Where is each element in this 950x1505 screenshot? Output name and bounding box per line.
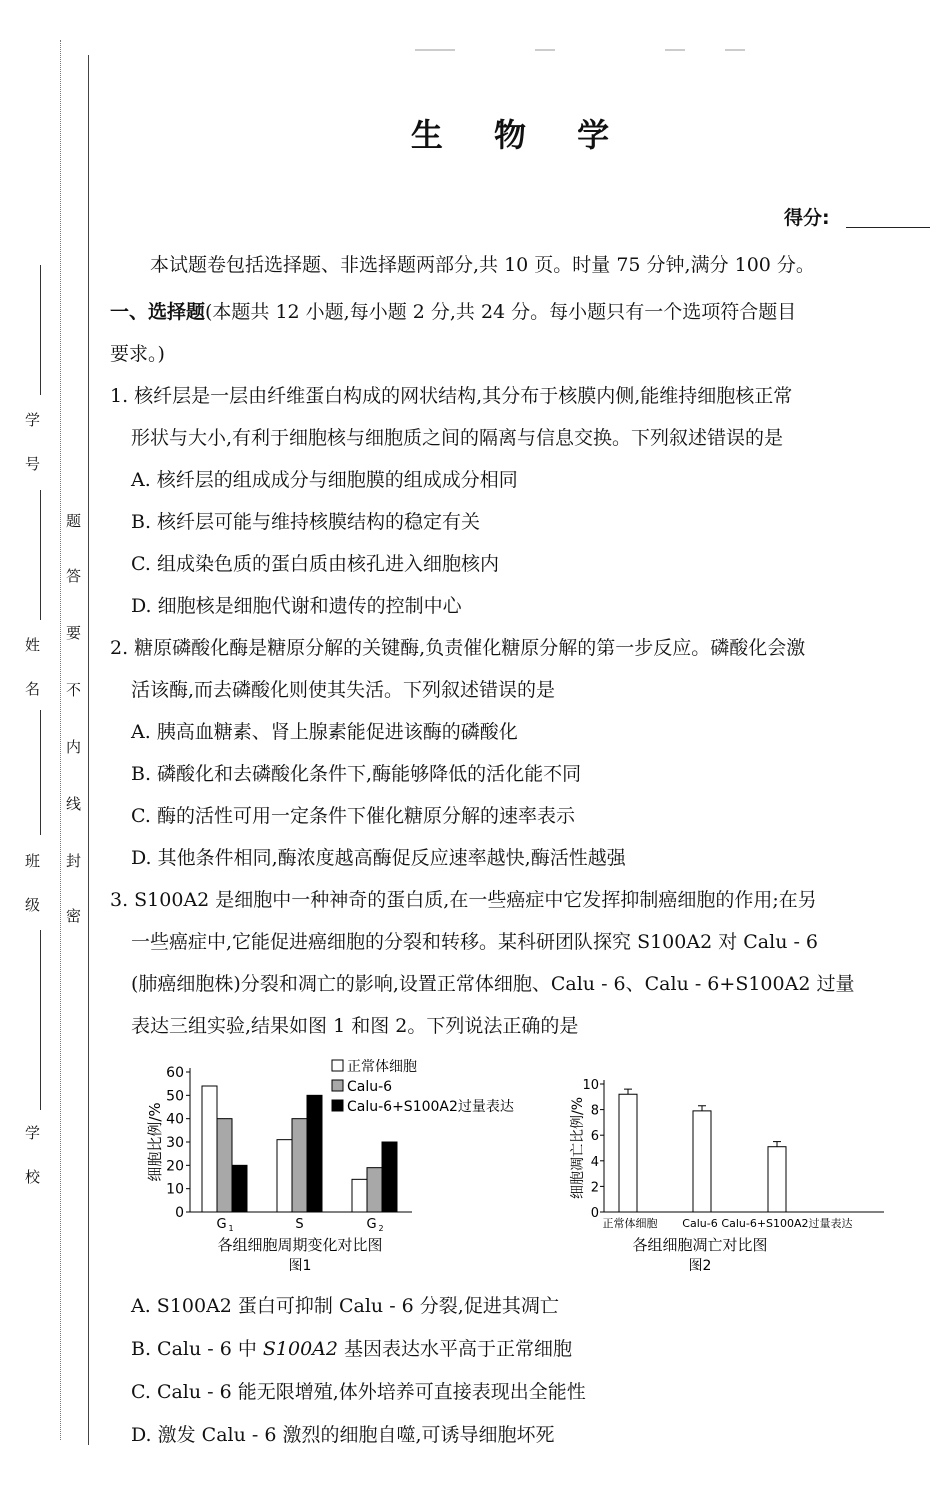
page-title: 生 物 学: [410, 116, 630, 154]
chart-caption: 图1: [288, 1258, 312, 1274]
y-tick-label: 60: [166, 1065, 184, 1081]
y-tick-label: 50: [166, 1088, 184, 1105]
school-rule: [40, 930, 41, 1110]
score-blank: [846, 227, 930, 228]
y-axis-label: 细胞比例/%: [146, 1102, 164, 1182]
seal-char: 密: [66, 907, 82, 925]
legend-swatch: [332, 1060, 343, 1071]
figure-2-apoptosis-chart: [560, 1072, 900, 1282]
bar-apoptosis-2: [693, 1111, 711, 1212]
legend-swatch: [332, 1080, 343, 1091]
y-tick-label: 6: [590, 1129, 599, 1145]
section-desc: (本题共 12 小题,每小题 2 分,共 24 分。每小题只有一个选项符合题目: [205, 301, 797, 323]
legend-label: 正常体细胞: [347, 1059, 417, 1075]
y-tick-label: 0: [590, 1206, 599, 1221]
q3-stem-line: (肺癌细胞株)分裂和凋亡的影响,设置正常体细胞、Calu - 6、Calu - 6+S100A2 过量: [131, 973, 855, 995]
section-heading: 一、选择题: [110, 301, 206, 323]
legend-label: Calu-6: [347, 1079, 393, 1095]
q2-option-c: C. 酶的活性可用一定条件下催化糖原分解的速率表示: [131, 805, 575, 827]
q3-option-c: C. Calu - 6 能无限增殖,体外培养可直接表现出全能性: [131, 1381, 586, 1403]
figure-1-cell-cycle-chart: [140, 1050, 580, 1282]
y-tick-label: 10: [166, 1181, 184, 1198]
y-tick-label: 0: [175, 1205, 184, 1221]
y-tick-label: 10: [582, 1078, 599, 1093]
section-desc-cont: 要求。): [110, 343, 165, 365]
y-axis-label: 细胞凋亡比例/%: [570, 1096, 586, 1200]
y-tick-label: 2: [590, 1180, 599, 1196]
seal-char: 线: [66, 795, 82, 813]
seal-char: 内: [66, 738, 82, 756]
seal-char: 封: [66, 852, 82, 870]
section-heading-line: [110, 298, 796, 326]
x-tick-subscript: 1: [228, 1224, 234, 1233]
q3-stem-line: 表达三组实验,结果如图 1 和图 2。下列说法正确的是: [131, 1015, 579, 1037]
x-tick-label: Calu-6+S100A2过量表达: [721, 1217, 853, 1230]
q2-option-d: D. 其他条件相同,酶浓度越高酶促反应速率越快,酶活性越强: [131, 847, 626, 869]
bar-S-1: [277, 1140, 292, 1212]
q2-option-a: A. 胰高血糖素、肾上腺素能促进该酶的磷酸化: [131, 721, 518, 743]
x-tick-label: S: [295, 1217, 304, 1232]
q1-stem-line: 形状与大小,有利于细胞核与细胞质之间的隔离与信息交换。下列叙述错误的是: [131, 427, 784, 449]
q3-option-a: A. S100A2 蛋白可抑制 Calu - 6 分裂,促进其凋亡: [131, 1295, 559, 1317]
q1-option-a: A. 核纤层的组成成分与细胞膜的组成成分相同: [131, 469, 518, 491]
chart-subtitle: 各组细胞周期变化对比图: [217, 1236, 383, 1254]
y-tick-label: 40: [166, 1111, 184, 1128]
q3-option-d: D. 激发 Calu - 6 激烈的细胞自噬,可诱导细胞坏死: [131, 1424, 555, 1446]
class-rule: [40, 710, 41, 835]
bar-S-2: [292, 1119, 307, 1212]
x-tick-label: G: [216, 1217, 227, 1232]
q1-option-d: D. 细胞核是细胞代谢和遗传的控制中心: [131, 595, 462, 617]
bar-G1-3: [232, 1165, 247, 1212]
x-tick-label: G: [366, 1217, 377, 1232]
y-tick-label: 20: [166, 1158, 184, 1175]
bar-G2-2: [367, 1168, 382, 1212]
q1-stem-line: 1. 核纤层是一层由纤维蛋白构成的网状结构,其分布于核膜内侧,能维持细胞核正常: [110, 385, 793, 407]
binding-dotted-line: [60, 40, 61, 1440]
score-label: 得分:: [784, 207, 830, 229]
school-label: 学 校: [23, 1125, 41, 1196]
bar-G2-3: [382, 1142, 397, 1212]
q1-option-b: B. 核纤层可能与维持核膜结构的稳定有关: [131, 511, 481, 533]
chart-caption: 图2: [688, 1258, 712, 1274]
bar-S-3: [307, 1095, 322, 1212]
q3-stem-line: 一些癌症中,它能促进癌细胞的分裂和转移。某科研团队探究 S100A2 对 Calu - 6: [131, 931, 819, 953]
header-marks: [395, 47, 805, 53]
x-tick-label: 正常体细胞: [602, 1217, 658, 1230]
class-label: 班 级: [23, 853, 41, 924]
q3-stem-line: 3. S100A2 是细胞中一种神奇的蛋白质,在一些癌症中它发挥抑制癌细胞的作用;在另: [110, 889, 817, 911]
intro-text: 本试题卷包括选择题、非选择题两部分,共 10 页。时量 75 分钟,满分 100 分。: [150, 254, 815, 276]
q1-option-c: C. 组成染色质的蛋白质由核孔进入细胞核内: [131, 553, 499, 575]
name-label: 姓 名: [23, 637, 41, 708]
seal-char: 不: [66, 681, 82, 699]
y-tick-label: 30: [166, 1135, 184, 1151]
q2-stem-line: 活该酶,而去磷酸化则使其失活。下列叙述错误的是: [131, 679, 556, 701]
bar-G1-2: [217, 1119, 232, 1212]
student-id-label: 学 号: [23, 412, 41, 483]
y-tick-label: 8: [590, 1103, 599, 1119]
bar-apoptosis-3: [768, 1147, 786, 1212]
chart-subtitle: 各组细胞凋亡对比图: [632, 1236, 768, 1254]
x-tick-label: Calu-6: [682, 1217, 718, 1230]
seal-char: 要: [66, 624, 82, 642]
margin-rule: [88, 55, 89, 1445]
name-rule: [40, 490, 41, 620]
legend-swatch: [332, 1100, 343, 1111]
seal-char: 答: [66, 567, 82, 585]
bar-G2-1: [352, 1179, 367, 1212]
seal-char: 题: [66, 512, 82, 530]
q2-option-b: B. 磷酸化和去磷酸化条件下,酶能够降低的活化能不同: [131, 763, 582, 785]
bar-G1-1: [202, 1086, 217, 1212]
x-tick-subscript: 2: [378, 1224, 384, 1233]
legend-label: Calu-6+S100A2过量表达: [347, 1099, 514, 1115]
y-tick-label: 4: [590, 1154, 599, 1170]
bar-apoptosis-1: [619, 1094, 637, 1212]
q2-stem-line: 2. 糖原磷酸化酶是糖原分解的关键酶,负责催化糖原分解的第一步反应。磷酸化会激: [110, 637, 806, 659]
student-id-rule: [40, 265, 41, 395]
q3-option-b: B. Calu - 6 中 S100A2 基因表达水平高于正常细胞: [131, 1338, 573, 1360]
